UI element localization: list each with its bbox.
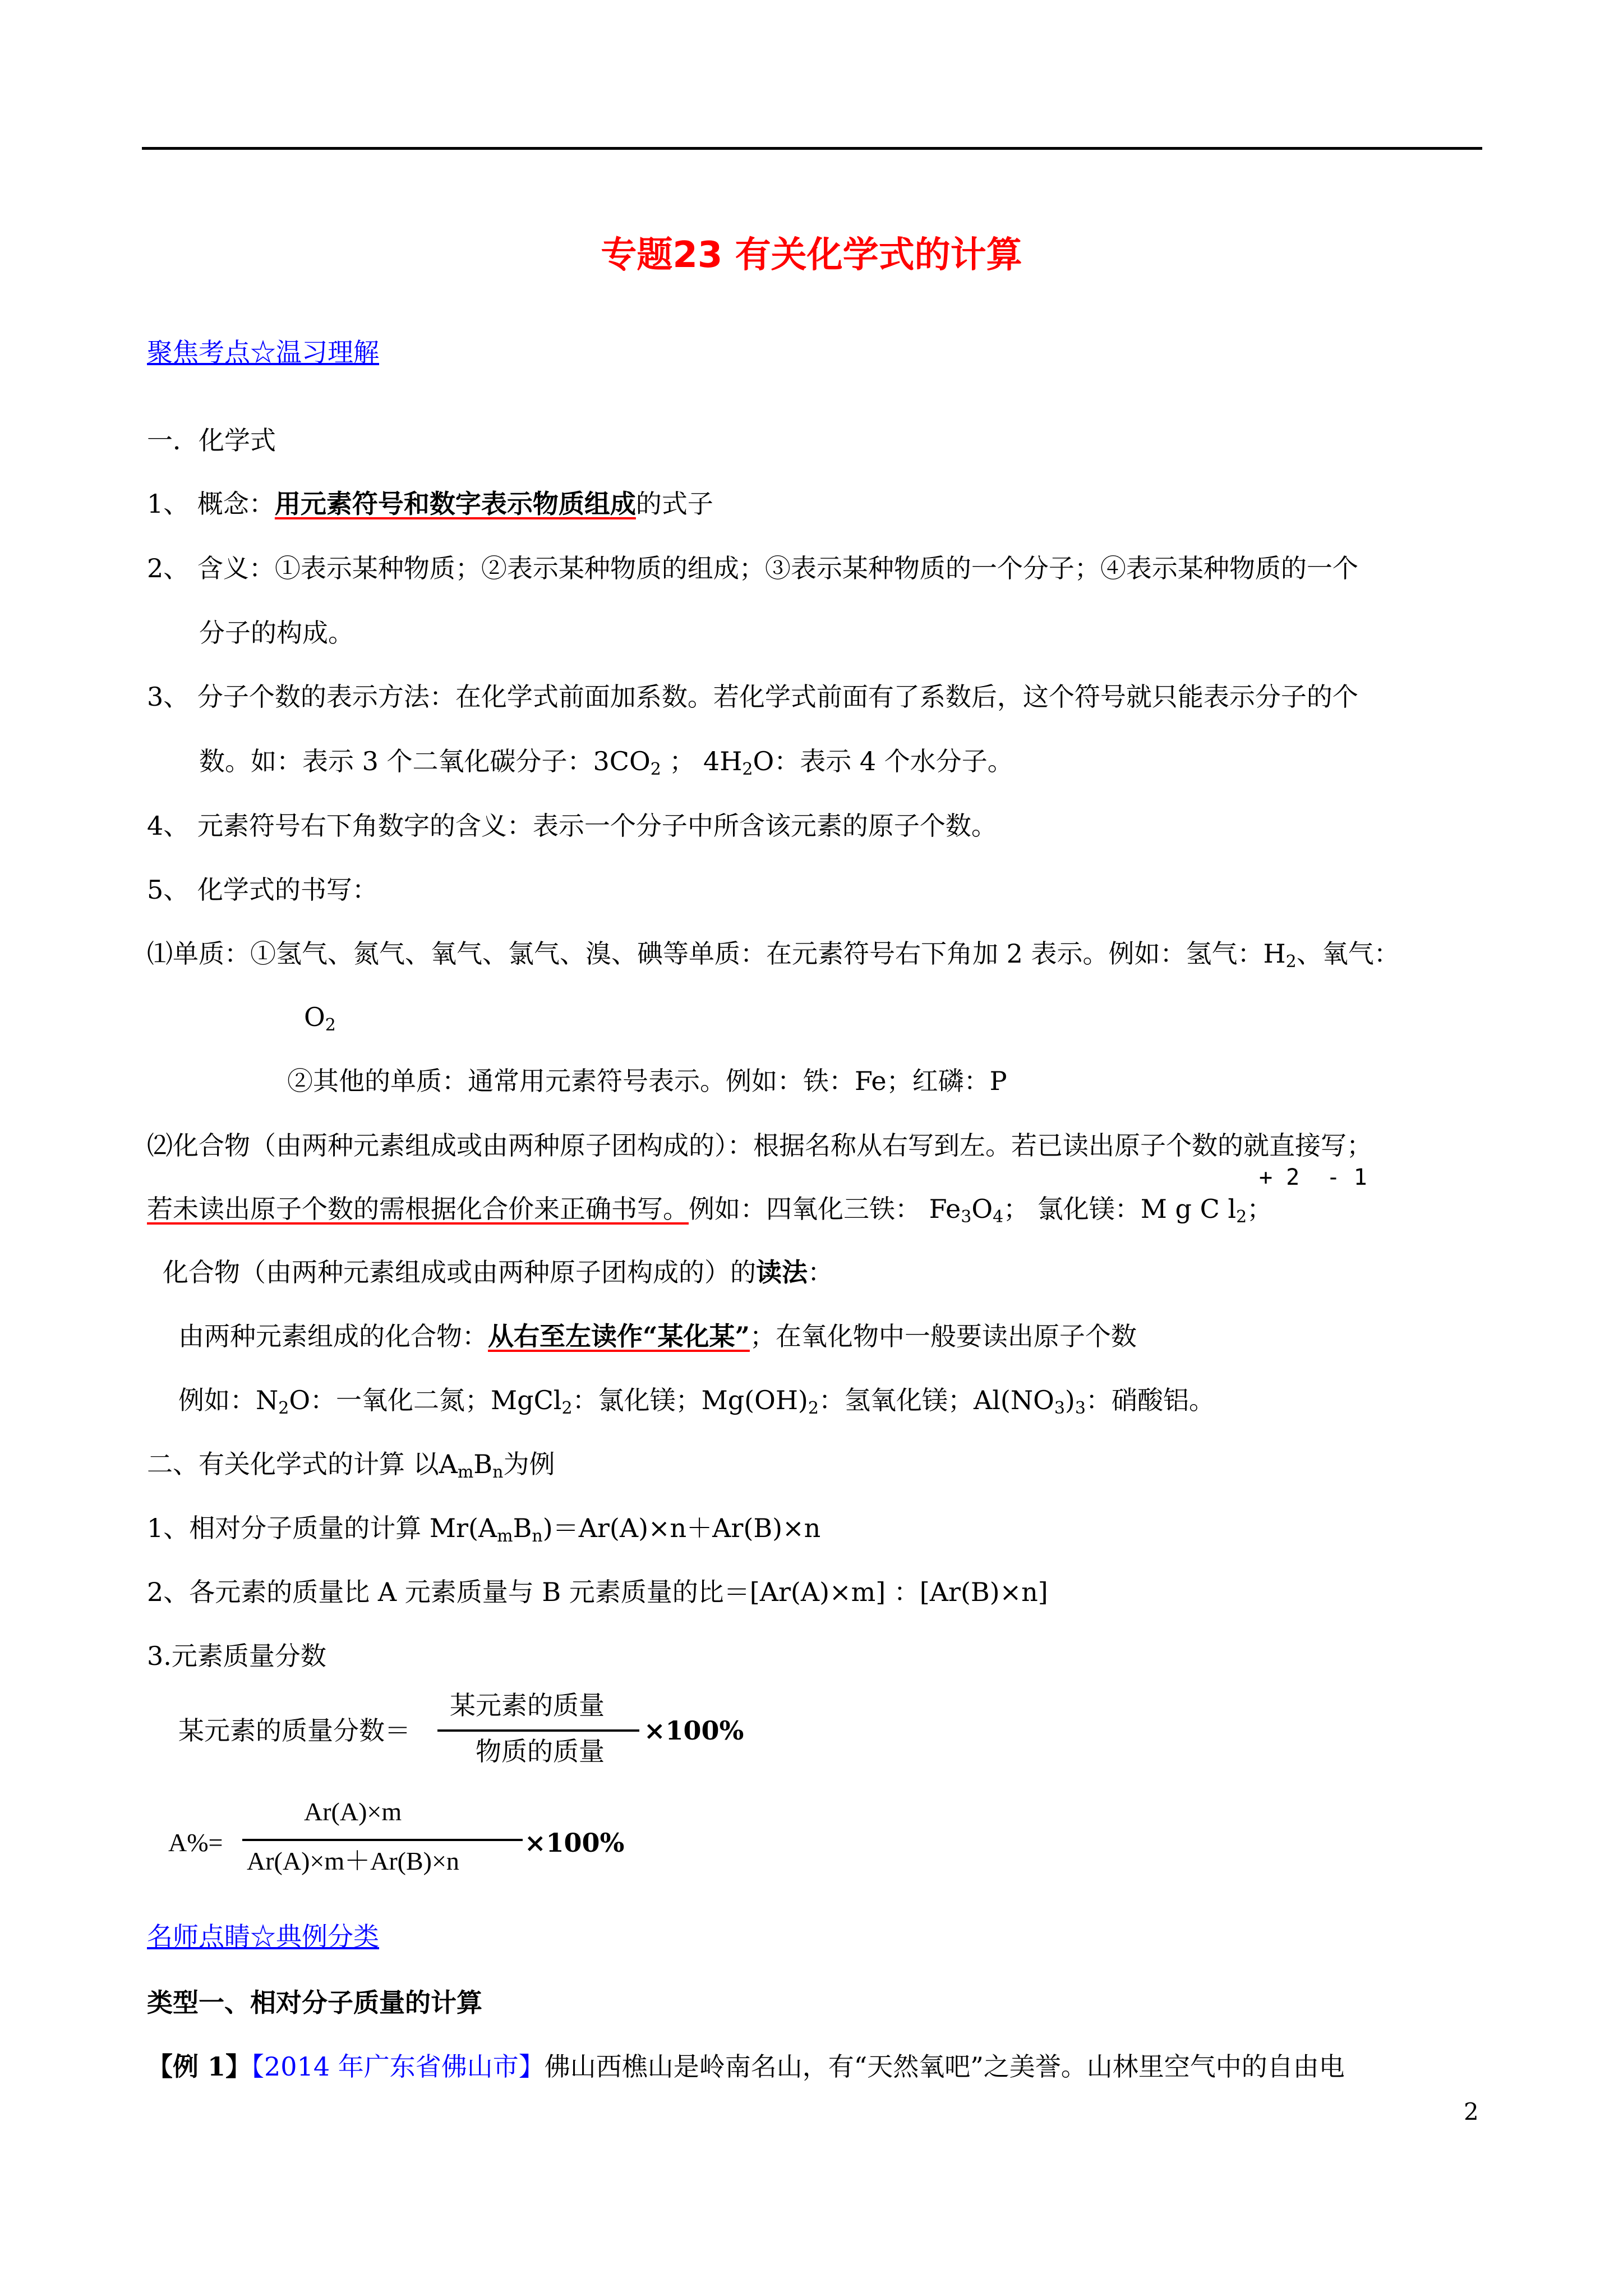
valence-annotation: + 2 - 1 <box>1259 1165 1367 1190</box>
concept-prefix: 1、 概念： <box>147 489 275 519</box>
text: ⑴单质：①氢气、氮气、氧气、氯气、溴、碘等单质：在元素符号右下角加 2 表示。例如：氢气：H <box>147 938 1286 969</box>
text: 例如：N <box>178 1385 279 1415</box>
subscript: 2 <box>561 1398 573 1418</box>
text: ：氯化镁；Mg(OH) <box>572 1385 808 1415</box>
text: 二、有关化学式的计算 以A <box>147 1449 458 1479</box>
heading-chemical-formula: 一．化学式 <box>147 425 276 455</box>
formula1-fraction-bar <box>437 1729 639 1732</box>
text: O：表示 4 个水分子。 <box>753 746 1013 776</box>
subscript: 2 <box>808 1398 819 1418</box>
text: )＝Ar(A)×n＋Ar(B)×n <box>542 1513 821 1543</box>
header-rule <box>142 147 1482 150</box>
subscript: m <box>497 1526 513 1546</box>
text: B <box>473 1449 493 1479</box>
subscript: n <box>532 1526 543 1546</box>
example-label: 【例 1】 <box>147 2051 252 2082</box>
formula2-fraction-bar <box>242 1839 523 1841</box>
concept-suffix: 的式子 <box>635 489 713 519</box>
text: ； 氯化镁： <box>1003 1194 1141 1224</box>
bold-rule: 从右至左读作“某化某” <box>488 1321 750 1351</box>
paragraph-other-elements: ②其他的单质：通常用元素符号表示。例如：铁：Fe；红磷：P <box>287 1066 1007 1096</box>
paragraph-compounds: ⑵化合物（由两种元素组成或由两种原子团构成的）：根据名称从右写到左。若已读出原子个数的就直接写； <box>147 1130 1372 1161</box>
formula1-denominator: 物质的质量 <box>476 1736 605 1766</box>
bold-text: 读法 <box>756 1257 808 1287</box>
text: 佛山西樵山是岭南名山，有“天然氧吧”之美誉。山林里空气中的自由电 <box>544 2051 1345 2082</box>
subscript: 2 <box>1236 1207 1247 1227</box>
heading-type-one: 类型一、相对分子质量的计算 <box>147 1987 482 2018</box>
formula2-denominator: Ar(A)×m＋Ar(B)×n <box>247 1847 459 1875</box>
subscript: 2 <box>650 760 661 779</box>
subscript: 2 <box>325 1015 336 1035</box>
paragraph-concept <box>147 487 713 521</box>
underlined-rule: 若未读出原子个数的需根据化合价来正确书写。 <box>147 1194 689 1224</box>
paragraph-elements-line2 <box>304 1000 336 1034</box>
formula2-right: ×100% <box>524 1828 625 1858</box>
paragraph-formula-writing: 5、 化学式的书写： <box>147 875 378 905</box>
subscript: m <box>457 1462 474 1482</box>
text: O：一氧化二氮；MgCl <box>289 1385 562 1415</box>
subscript: 3 <box>961 1207 972 1227</box>
paragraph-mass-ratio: 2、各元素的质量比 A 元素质量与 B 元素质量的比＝[Ar(A)×m] ：[Ar(B)×n] <box>147 1577 1048 1607</box>
subscript: 2 <box>742 760 753 779</box>
subscript: 3 <box>1054 1398 1065 1418</box>
paragraph-reading-method <box>163 1255 833 1289</box>
paragraph-elements-line1 <box>147 937 1400 970</box>
concept-definition: 用元素符号和数字表示物质组成 <box>274 489 636 519</box>
text: 为例 <box>503 1449 555 1479</box>
example-source-link[interactable]: 【2014 年广东省佛山市】 <box>251 2051 545 2082</box>
text: ) <box>1064 1385 1075 1415</box>
text: O <box>971 1194 993 1224</box>
paragraph-mass-fraction: 3.元素质量分数 <box>147 1641 326 1671</box>
text: 、氧气： <box>1296 938 1400 969</box>
paragraph-naming-examples <box>178 1383 1215 1417</box>
text: B <box>513 1513 532 1543</box>
paragraph-compound-example <box>147 1192 1272 1226</box>
paragraph-molecule-count-line1: 3、 分子个数的表示方法：在化学式前面加系数。若化学式前面有了系数后，这个符号就只能表示分子的个 <box>147 682 1358 712</box>
paragraph-example-1 <box>147 2050 1345 2083</box>
text: 化合物（由两种元素组成或由两种原子团构成的）的 <box>163 1257 756 1287</box>
formula2-left: A%= <box>168 1828 223 1857</box>
text: 例如：四氧化三铁： Fe <box>689 1194 961 1224</box>
text: ； 4H <box>661 746 743 776</box>
subscript: n <box>492 1462 504 1482</box>
paragraph-meaning-line1: 2、 含义：①表示某种物质；②表示某种物质的组成；③表示某种物质的一个分子；④表示某种物质的一个 <box>147 553 1358 583</box>
paragraph-subscript-meaning: 4、 元素符号右下角数字的含义：表示一个分子中所含该元素的原子个数。 <box>147 811 997 841</box>
formula1-right: ×100% <box>644 1715 744 1746</box>
formula-mgcl: M g C l <box>1140 1194 1237 1224</box>
subscript: 3 <box>1075 1398 1086 1418</box>
text: 数。如：表示 3 个二氧化碳分子：3CO <box>199 746 651 776</box>
section-link-review[interactable]: 聚焦考点☆温习理解 <box>147 337 379 367</box>
subscript: 2 <box>278 1398 289 1418</box>
paragraph-meaning-line2: 分子的构成。 <box>199 618 354 648</box>
subscript: 4 <box>993 1207 1004 1227</box>
paragraph-relative-molecular-mass <box>147 1511 820 1545</box>
paragraph-binary-compound <box>178 1319 1137 1353</box>
text: ：硝酸铝。 <box>1085 1385 1215 1415</box>
page-number: 2 <box>1464 2098 1479 2125</box>
text: ； <box>1247 1194 1273 1224</box>
heading-calculation <box>147 1447 555 1481</box>
text: ；在氧化物中一般要读出原子个数 <box>749 1321 1137 1351</box>
paragraph-molecule-count-line2 <box>199 744 1013 778</box>
formula1-numerator: 某元素的质量 <box>450 1690 605 1720</box>
text: 1、相对分子质量的计算 Mr(A <box>147 1513 497 1543</box>
formula2-numerator: Ar(A)×m <box>304 1797 402 1826</box>
text: O <box>304 1002 325 1032</box>
text: 由两种元素组成的化合物： <box>178 1321 488 1351</box>
text: ：氢氧化镁；Al(NO <box>818 1385 1054 1415</box>
formula1-left: 某元素的质量分数＝ <box>178 1715 411 1746</box>
subscript: 2 <box>1285 952 1297 972</box>
text: ： <box>808 1257 833 1287</box>
section-link-examples[interactable]: 名师点睛☆典例分类 <box>147 1921 379 1952</box>
page-title: 专题23 有关化学式的计算 <box>601 234 1022 276</box>
